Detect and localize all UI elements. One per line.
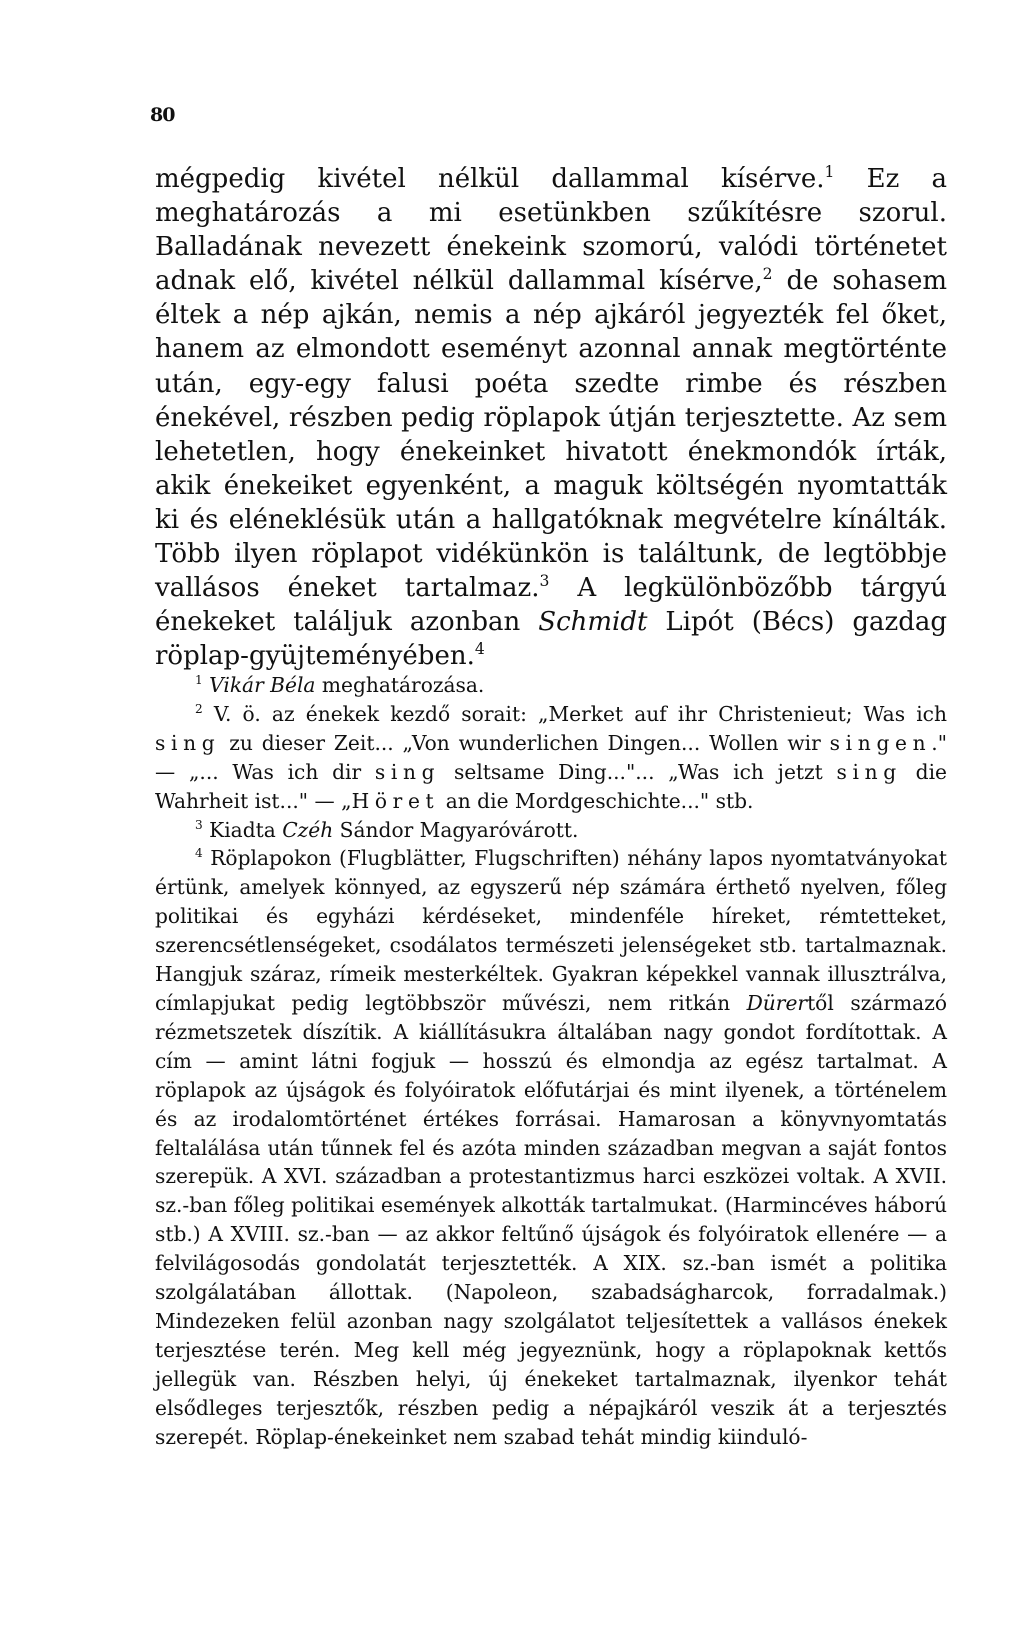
spaced-text: sing: [374, 759, 441, 784]
footnote-mark: 2: [195, 702, 203, 717]
footnote-ref-1: 1: [824, 162, 835, 181]
footnote-text: seltsame Ding..."... „Was ich jetzt: [440, 759, 837, 784]
footnote-3: [155, 816, 947, 845]
footnote-text: die Wahrheit ist..." — „: [155, 759, 947, 813]
main-text: [155, 162, 947, 673]
footnote-text: V. ö. az énekek kezdő sorait: „Merket auf ihr Christenieut; Was ich: [202, 701, 947, 726]
footnote-mark: 4: [195, 846, 203, 861]
footnote-ref-2: 2: [762, 265, 773, 284]
footnote-mark: 3: [195, 817, 203, 832]
footnote-mark: 1: [195, 673, 203, 688]
main-text-segment: Ez a meghatározás a mi esetünkben szűkítésre szorul. Balladának nevezett énekeink szomorú, valódi történetet adnak elő, kivétel nélkül dallammal kísérve,: [155, 164, 947, 297]
footnote-text: meghatározása.: [315, 673, 485, 697]
footnote-2: [155, 700, 947, 816]
main-text-segment: A legkülönbözőbb tárgyú énekeket találjuk azonban: [155, 573, 947, 638]
footnote-1: [155, 671, 947, 700]
footnote-ref-3: 3: [539, 572, 550, 590]
footnote-text: Kiadta: [202, 817, 283, 842]
spaced-text: Höret: [351, 788, 440, 813]
person-name: Dürer: [746, 990, 808, 1015]
spaced-text: sing: [155, 730, 221, 755]
spaced-text: sing: [836, 759, 902, 784]
spaced-text: singen: [829, 730, 932, 755]
footnote-text: Sándor Magyaróvárott.: [333, 817, 579, 842]
footnote-text: an die Mordgeschichte..." stb.: [439, 788, 754, 813]
main-text-segment: de sohasem éltek a nép ajkán, nemis a nép ajkáról jegyezték fel őket, hanem az elmondott eseményt azonnal annak megtörténte után, egy-egy falusi poéta szedte rimbe és részben énekével, részben pedig röplapok útján terjesztette. Az sem lehetetlen, hogy énekeinket hivatott énekmondók írták, akik énekeiket egyenként, a maguk költségén nyomtatták ki és eléneklésük után a hallgatóknak megvételre kínálták. Több ilyen röplapot vidékünkön is találtunk, de legtöbbje vallásos éneket tartalmaz.: [155, 266, 947, 604]
page-number: 80: [150, 104, 175, 126]
main-text-segment: mégpedig kivétel nélkül dallammal kísérve.: [155, 164, 825, 194]
footnote-text: től származó rézmetszetek díszítik. A kiállításukra általában nagy gondot fordítottak. A cím — amint látni fogjuk — hosszú és elmondja az egész tartalmat. A röplapok az újságok és folyóiratok előfutárjai és mint ilyenek, a történelem és az irodalomtörténet értékes forrásai. Hamarosan a könyvnyomtatás feltalálása után tűnnek fel és azóta minden században megvan a saját fontos szerepük. A XVI. században a protestantizmus harci eszközei voltak. A XVII. sz.-ban főleg politikai események alkották tartalmukat. (Harmincéves háború stb.) A XVIII. sz.-ban — az akkor feltűnő újságok és folyóiratok ellenére — a felvilágosodás gondolatát terjesztették. A XIX. sz.-ban ismét a politika szolgálatában állottak. (Napoleon, szabadságharcok, forradalmak.) Mindezeken felül azonban nagy szolgálatot teljesítettek a vallásos énekek terjesztése terén. Meg kell még jegyeznünk, hogy a röplapoknak kettős jellegük van. Részben helyi, új énekeket tartalmaznak, ilyenkor tehát elsődleges terjesztők, részben pedig a népajkáról veszik át a terjesztés szerepét. Röplap-énekeinket nem szabad tehát mindig kiinduló-: [155, 990, 947, 1449]
main-text-segment: Lipót (Bécs) gazdag röplap-gyüjteményében.: [155, 607, 947, 672]
person-name: Czéh: [282, 817, 334, 842]
footnote-ref-4: 4: [474, 640, 485, 659]
person-name: Vikár Béla: [209, 673, 316, 697]
footnotes: [155, 671, 947, 1451]
footnote-text: ." — „... Was ich dir: [155, 730, 947, 784]
footnote-text: zu dieser Zeit... „Von wunderlichen Dingen... Wollen wir: [220, 730, 830, 755]
footnote-text: Röplapokon (Flugblätter, Flugschriften) néhány lapos nyomtatványokat értünk, amelyek könnyed, az egyszerű nép számára érthető nyelven, főleg politikai és egyházi kérdéseket, mindenféle híreket, rémtetteket, szerencsétlenségeket, csodálatos természeti jelenségeket stb. tartalmaznak. Hangjuk száraz, rímeik mesterkéltek. Gyakran képekkel vannak illusztrálva, címlapjukat pedig legtöbbször művészi, nem ritkán: [155, 846, 947, 1015]
person-name: Schmidt: [538, 607, 648, 638]
footnote-4: [155, 844, 947, 1451]
